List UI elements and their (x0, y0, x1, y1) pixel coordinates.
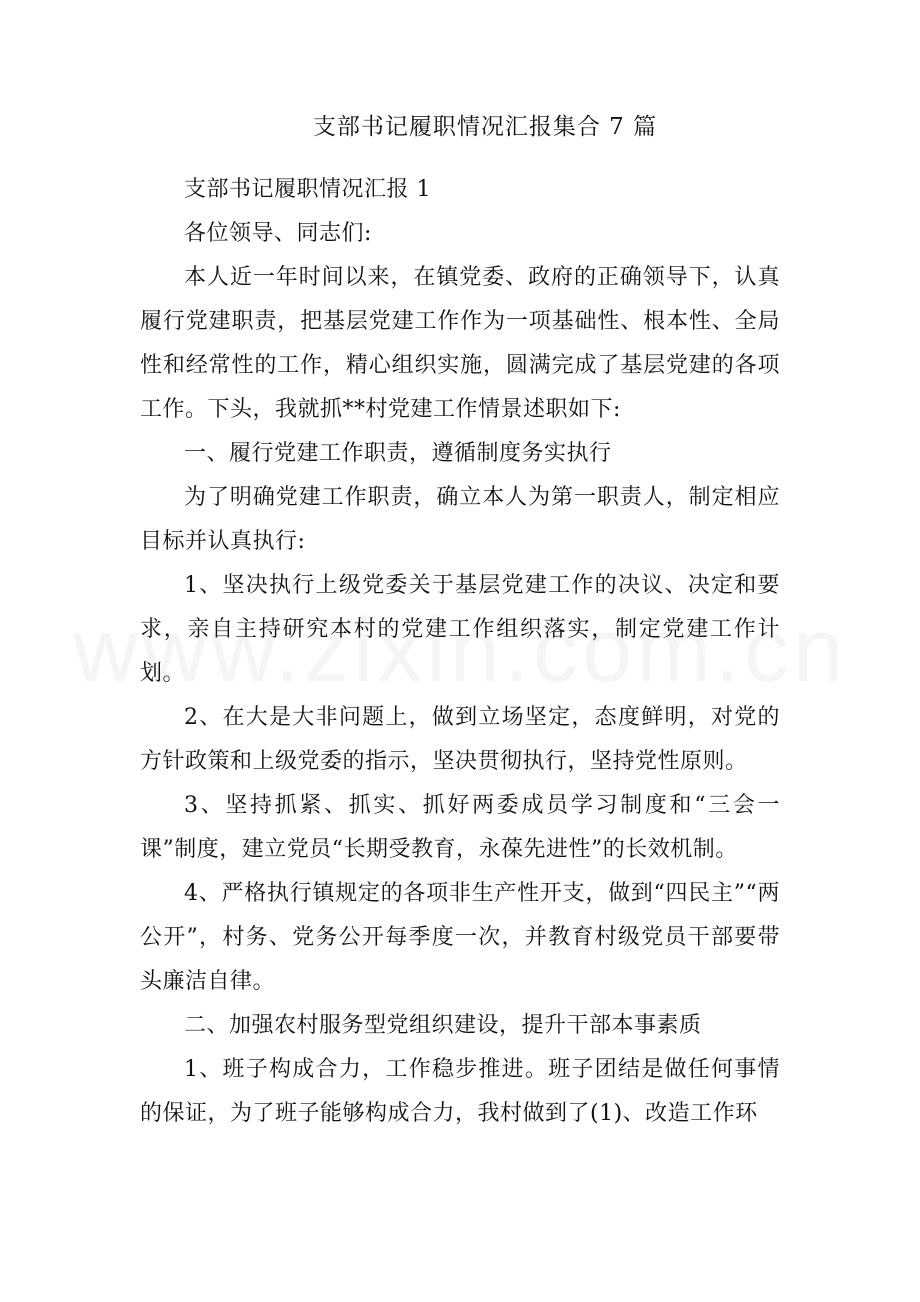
paragraph: 为了明确党建工作职责，确立本人为第一职责人，制定相应目标并认真执行: (140, 485, 780, 554)
paragraph: 本人近一年时间以来，在镇党委、政府的正确领导下，认真履行党建职责，把基层党建工作作为一项基础性、根本性、全局性和经常性的工作，精心组织实施，圆满完成了基层党建的各项工作。下头，我就抓**村党建工作情景述职如下: (140, 265, 780, 422)
salutation: 各位领导、同志们: (184, 221, 372, 246)
list-item: 3、坚持抓紧、抓实、抓好两委成员学习制度和“三会一课”制度，建立党员“长期受教育，永葆先进性”的长效机制。 (140, 793, 780, 862)
document-title: 支部书记履职情况汇报集合 7 篇 (312, 114, 658, 140)
section-heading: 一、履行党建工作职责，遵循制度务实执行 (184, 441, 612, 466)
list-item: 4、严格执行镇规定的各项非生产性开支，做到“四民主”“两公开”，村务、党务公开每季度一次，并教育村级党员干部要带头廉洁自律。 (140, 881, 780, 994)
list-item: 1、班子构成合力，工作稳步推进。班子团结是做任何事情的保证，为了班子能够构成合力，我村做到了(1)、改造工作环 (140, 1057, 780, 1126)
list-item: 2、在大是大非问题上，做到立场坚定，态度鲜明，对党的方针政策和上级党委的指示，坚决贯彻执行，坚持党性原则。 (140, 705, 780, 774)
section-heading: 支部书记履职情况汇报 1 (184, 177, 431, 202)
document-body (140, 168, 780, 1136)
list-item: 1、坚决执行上级党委关于基层党建工作的决议、决定和要求，亲自主持研究本村的党建工作组织落实，制定党建工作计划。 (140, 573, 780, 686)
section-heading: 二、加强农村服务型党组织建设，提升干部本事素质 (184, 1013, 702, 1038)
